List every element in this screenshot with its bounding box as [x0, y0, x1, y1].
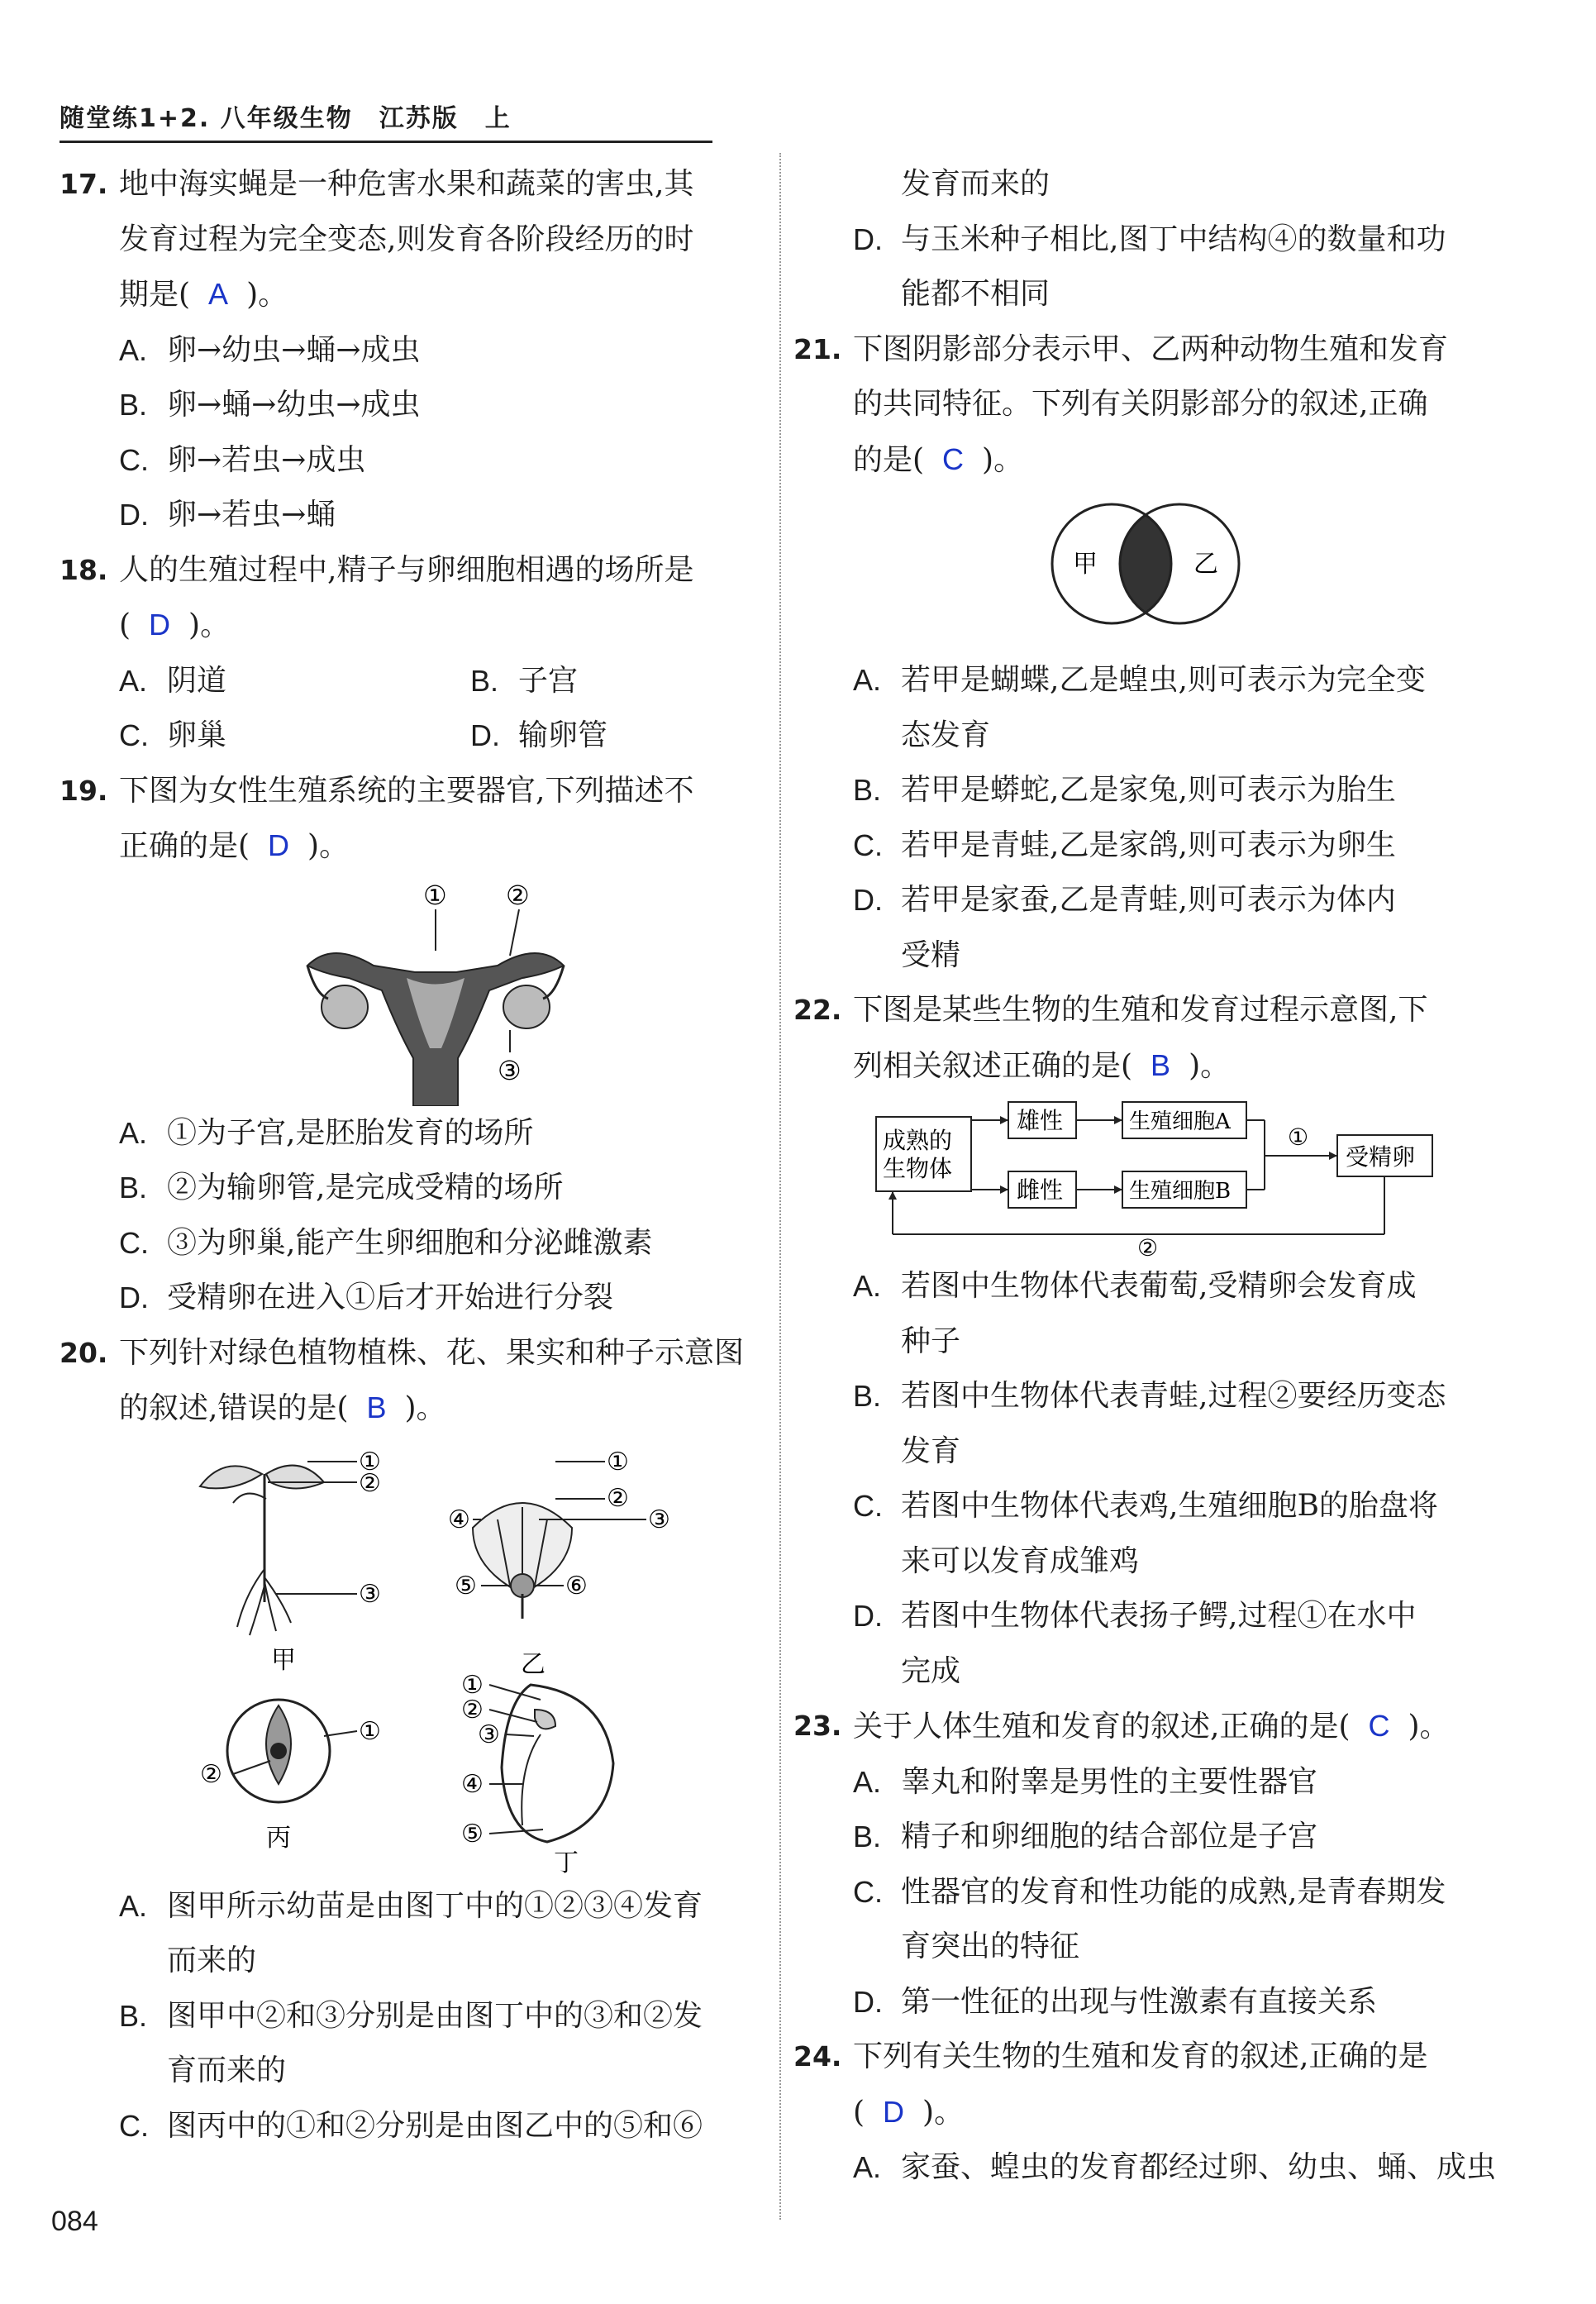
text-organism-2: 生物体 [883, 1155, 953, 1182]
option-a: A. 若图中生物体代表葡萄,受精卵会发育成 [853, 1269, 1417, 1303]
option-d: D. 第一性征的出现与性激素有直接关系 [853, 1984, 1378, 2019]
text-female: 雌性 [1017, 1176, 1064, 1204]
text-cell-b: 生殖细胞B [1129, 1179, 1232, 1204]
text-male: 雄性 [1017, 1107, 1064, 1134]
question-number: 22. [793, 994, 842, 1026]
option-d: D. 与玉米种子相比,图丁中结构④的数量和功 [853, 222, 1446, 256]
option-d: D. 输卵管 [470, 718, 608, 752]
flower-label-2: ② [607, 1483, 629, 1513]
question-number: 24. [793, 2040, 842, 2073]
question-18: 18. 人的生殖过程中,精子与卵细胞相遇的场所是 ( D )。 [60, 543, 762, 654]
option-c: C. 图丙中的①和②分别是由图乙中的⑤和⑥ [119, 2108, 703, 2143]
seed-diagram [461, 1671, 613, 1877]
text-zygote: 受精卵 [1346, 1143, 1416, 1171]
uterus-diagram [60, 875, 762, 1106]
flower-label-1: ① [607, 1447, 629, 1476]
header-rule [60, 141, 712, 143]
seed-label-5: ⑤ [461, 1819, 484, 1848]
flower-label-6: ⑥ [565, 1571, 588, 1600]
answer-mark: B [1151, 1047, 1171, 1082]
option-a: A. 阴道 [119, 663, 227, 698]
question-21: 21. 下图阴影部分表示甲、乙两种动物生殖和发育 的共同特征。下列有关阴影部分的叙述,正确 的是( C )。 [793, 322, 1496, 489]
option-a: A. 卵→幼虫→蛹→成虫 [119, 332, 421, 367]
option-row [60, 654, 762, 709]
option-b: B. 子宫 [470, 663, 579, 698]
flower-label-4: ④ [448, 1505, 470, 1534]
question-number: 18. [60, 553, 108, 586]
option-c: C. 卵→若虫→成虫 [119, 442, 366, 477]
option-a: A. 睾丸和附睾是男性的主要性器官 [853, 1764, 1318, 1799]
flower-diagram [448, 1448, 670, 1679]
question-23: 23. 关于人体生殖和发育的叙述,正确的是( C )。 [793, 1699, 1496, 1755]
seedling-label-3: ③ [359, 1579, 381, 1609]
option-b: B. 若甲是蟒蛇,乙是家兔,则可表示为胎生 [853, 773, 1396, 807]
venn-label-yi: 乙 [1193, 550, 1218, 579]
answer-mark: C [942, 441, 965, 476]
option-a: A. 图甲所示幼苗是由图丁中的①②③④发育 [119, 1888, 703, 1923]
option-c: C. 卵巢 [119, 718, 227, 752]
option-a: A. 家蚕、蝗虫的发育都经过卵、幼虫、蛹、成虫 [853, 2150, 1497, 2184]
option-d: D. 若图中生物体代表扬子鳄,过程①在水中 [853, 1599, 1417, 1633]
question-24: 24. 下列有关生物的生殖和发育的叙述,正确的是 ( D )。 [793, 2030, 1496, 2140]
option-d: D. 若甲是家蚕,乙是青蛙,则可表示为体内 [853, 883, 1396, 917]
venn-label-jia: 甲 [1073, 550, 1098, 579]
label-2: ② [506, 879, 530, 911]
option-a: A. ①为子宫,是胚胎发育的场所 [119, 1115, 534, 1150]
fruit-diagram [200, 1700, 381, 1853]
answer-mark: B [366, 1391, 387, 1424]
caption-bing: 丙 [266, 1823, 291, 1853]
option-c: C. 若图中生物体代表鸡,生殖细胞B的胎盘将 [853, 1489, 1438, 1523]
option-c: C. 若甲是青蛙,乙是家鸽,则可表示为卵生 [853, 828, 1396, 862]
question-17: 17. 地中海实蝇是一种危害水果和蔬菜的害虫,其 发育过程为完全变态,则发育各阶段经历的时 期是( A )。 [60, 157, 762, 323]
seed-label-1: ① [461, 1670, 484, 1700]
option-b: B. 卵→蛹→幼虫→成虫 [119, 388, 421, 422]
reproduction-flow-figure [793, 1094, 1496, 1259]
venn-diagram [793, 488, 1496, 653]
answer-mark: D [268, 828, 290, 862]
option-d: D. 受精卵在进入①后才开始进行分裂 [119, 1281, 614, 1314]
seed-label-4: ④ [461, 1769, 484, 1799]
label-step-2: ② [1137, 1234, 1159, 1259]
answer-mark: D [149, 608, 171, 642]
label-1: ① [423, 879, 447, 911]
fruit-label-1: ① [359, 1716, 381, 1746]
option-row [60, 708, 762, 764]
female-reproductive-figure [60, 875, 762, 1106]
column-divider [779, 153, 781, 2220]
seedling-label-2: ② [359, 1468, 381, 1498]
plant-diagrams [60, 1437, 762, 1879]
flower-label-3: ③ [648, 1505, 670, 1534]
option-b: B. 若图中生物体代表青蛙,过程②要经历变态 [853, 1379, 1446, 1413]
question-19: 19. 下图为女性生殖系统的主要器官,下列描述不 正确的是( D )。 [60, 764, 762, 875]
question-number: 21. [793, 332, 842, 365]
answer-mark: C [1368, 1709, 1390, 1743]
option-b: B. 图甲中②和③分别是由图丁中的③和②发 [119, 1998, 703, 2033]
option-a: A. 若甲是蝴蝶,乙是蝗虫,则可表示为完全变 [853, 663, 1426, 697]
option-c: C. 性器官的发育和性功能的成熟,是青春期发 [853, 1874, 1446, 1909]
page-header: 随堂练1+2. 八年级生物 江苏版 上 [60, 104, 512, 133]
seedling-label-1: ① [359, 1447, 381, 1476]
caption-ding: 丁 [554, 1848, 579, 1877]
label-step-1: ① [1288, 1123, 1309, 1151]
question-stem: 地中海实蝇是一种危害水果和蔬菜的害虫,其 [119, 167, 694, 201]
question-20: 20. 下列针对绿色植物植株、花、果实和种子示意图 的叙述,错误的是( B )。 [60, 1326, 762, 1437]
seedling-diagram [200, 1448, 381, 1675]
venn-figure [793, 488, 1496, 653]
question-number: 23. [793, 1710, 842, 1742]
caption-yi: 乙 [521, 1649, 545, 1679]
text-organism-1: 成熟的 [883, 1127, 953, 1154]
plant-figure [60, 1437, 762, 1879]
seed-label-3: ③ [478, 1720, 500, 1749]
question-22: 22. 下图是某些生物的生殖和发育过程示意图,下 列相关叙述正确的是( B )。 [793, 983, 1496, 1094]
question-number: 17. [60, 168, 108, 200]
option-c: C. ③为卵巢,能产生卵细胞和分泌雌激素 [119, 1225, 653, 1260]
option-b: B. ②为输卵管,是完成受精的场所 [119, 1171, 564, 1204]
answer-mark: D [883, 2094, 905, 2129]
uterus-body [307, 953, 564, 1106]
option-d: D. 卵→若虫→蛹 [119, 498, 336, 532]
left-column: 17. 地中海实蝇是一种危害水果和蔬菜的害虫,其 发育过程为完全变态,则发育各阶段经历的时 期是( A )。 A. 卵→幼虫→蛹→成虫 B. 卵→蛹→幼虫→成虫 C. 卵→若虫→成虫 D. 卵→若虫→蛹 18. 人的生殖过程中,精子与卵细胞相遇的场所是 ( D )。 A. 阴道 B. 子宫 C. 卵巢 D. 输卵管 19. 下图为女性生殖系统的主要器官,下列描述不 正确的是( D )。 ① ② ③ A. ①为子宫,是胚胎发育的场所 B. ②为输卵管,是完成受精的场所 C. ③为卵巢,能产生卵细胞和分泌雌激素 D. 受精卵在进入①后才开始进行分裂 20. 下列针对绿色植物植株、花、果实和种子示意图 的叙述,错误的是( B )。 ① ② ③ 甲 ① ② ③ ④ ⑤ ⑥ 乙 ① ② 丙 ① ② ③ ④ ⑤ 丁 A. 图甲所示幼苗是由图丁中的①②③④发育 而来的 B. 图甲中②和③分别是由图丁中的③和②发 育而来的 C. 图丙中的①和②分别是由图乙中的⑤和⑥ [60, 157, 762, 2154]
answer-mark: A [208, 277, 229, 311]
fruit-label-2: ② [200, 1759, 222, 1789]
question-number: 20. [60, 1336, 108, 1369]
label-3: ③ [498, 1054, 522, 1086]
caption-jia: 甲 [271, 1645, 296, 1675]
flower-label-5: ⑤ [455, 1571, 477, 1600]
text-cell-a: 生殖细胞A [1129, 1109, 1231, 1134]
option-b: B. 精子和卵细胞的结合部位是子宫 [853, 1820, 1318, 1853]
seed-label-2: ② [461, 1695, 484, 1724]
question-number: 19. [60, 774, 108, 807]
right-column: 发育而来的 D. 与玉米种子相比,图丁中结构④的数量和功 能都不相同 21. 下图阴影部分表示甲、乙两种动物生殖和发育 的共同特征。下列有关阴影部分的叙述,正确 的是( C )。 甲 乙 A. 若甲是蝴蝶,乙是蝗虫,则可表示为完全变 态发育 B. 若甲是蟒蛇,乙是家兔,则可表示为胎生 C. 若甲是青蛙,乙是家鸽,则可表示为卵生 D. 若甲是家蚕,乙是青蛙,则可表示为体内 受精 22. 下图是某些生物的生殖和发育过程示意图,下 列相关叙述正确的是( B )。 成熟的 生物体 雄性 雌性 生殖细胞A 生殖细胞B 受精卵 ① ② A. 若图中生物体代表葡萄,受精卵会发育成 种子 B. 若图中生物体代表青蛙,过程②要经历变态 发育 C. 若图中生物体代表鸡,生殖细胞B的胎盘将 来可以发育成雏鸡 D. 若图中生物体代表扬子鳄,过程①在水中 完成 23. 关于人体生殖和发育的叙述,正确的是( C )。 A. 睾丸和附睾是男性的主要性器官 B. 精子和卵细胞的结合部位是子宫 C. 性器官的发育和性功能的成熟,是青春期发 育突出的特征 D. 第一性征的出现与性激素有直接关系 24. 下列有关生物的生殖和发育的叙述,正确的是 ( D )。 A. 家蚕、蝗虫的发育都经过卵、幼虫、蛹、成虫 [793, 157, 1496, 2196]
page-number: 084 [51, 2206, 98, 2237]
flow-diagram [793, 1094, 1496, 1259]
